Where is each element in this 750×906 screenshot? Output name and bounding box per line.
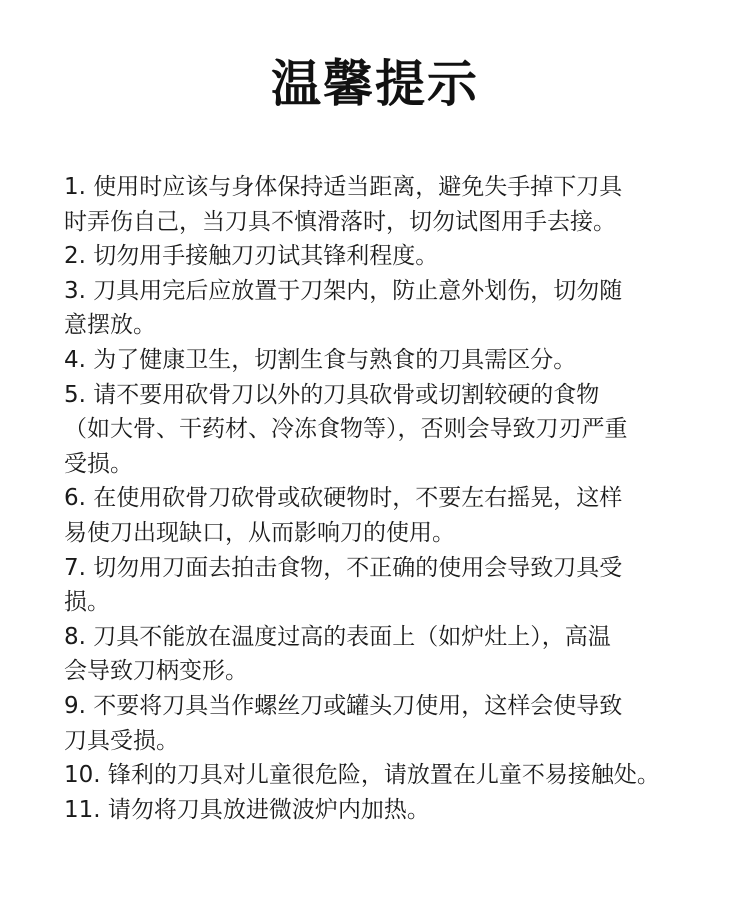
tip-line: 损。 [64, 589, 110, 616]
tip-line: 10. 锋利的刀具对儿童很危险，请放置在儿童不易接触处。 [64, 762, 660, 789]
tip-item-10 [64, 758, 744, 793]
tip-item-9 [64, 689, 744, 758]
tip-item-1 [64, 170, 744, 239]
tip-item-7 [64, 551, 744, 620]
tip-item-5 [64, 378, 744, 482]
page-title: 温馨提示 [271, 55, 479, 113]
tip-line: 4. 为了健康卫生，切割生食与熟食的刀具需区分。 [64, 346, 577, 373]
tip-item-8 [64, 620, 744, 689]
tip-line: 9. 不要将刀具当作螺丝刀或罐头刀使用，这样会使导致 [64, 692, 623, 719]
tip-line: 受损。 [64, 450, 133, 477]
tip-line: 意摆放。 [64, 312, 156, 339]
tip-line: 11. 请勿将刀具放进微波炉内加热。 [64, 796, 430, 823]
tip-line: 时弄伤自己，当刀具不慎滑落时，切勿试图用手去接。 [64, 208, 616, 235]
tip-line: 5. 请不要用砍骨刀以外的刀具砍骨或切割较硬的食物 [64, 381, 600, 408]
tip-line: 7. 切勿用刀面去拍击食物，不正确的使用会导致刀具受 [64, 554, 623, 581]
tip-item-4 [64, 343, 744, 378]
tip-line: 2. 切勿用手接触刀刃试其锋利程度。 [64, 243, 439, 270]
tips-list [64, 170, 744, 827]
tip-item-2 [64, 239, 744, 274]
tip-line: 刀具受损。 [64, 727, 179, 754]
tip-line: 8. 刀具不能放在温度过高的表面上（如炉灶上），高温 [64, 623, 611, 650]
tip-line: （如大骨、干药材、冷冻食物等），否则会导致刀刃严重 [64, 416, 628, 443]
tip-line: 会导致刀柄变形。 [64, 658, 248, 685]
tip-item-11 [64, 793, 744, 828]
tip-line: 易使刀出现缺口，从而影响刀的使用。 [64, 519, 455, 546]
tip-item-6 [64, 481, 744, 550]
tip-line: 1. 使用时应该与身体保持适当距离，避免失手掉下刀具 [64, 174, 623, 200]
tip-item-3 [64, 274, 744, 343]
tip-line: 3. 刀具用完后应放置于刀架内，防止意外划伤，切勿随 [64, 277, 623, 304]
tip-line: 6. 在使用砍骨刀砍骨或砍硬物时，不要左右摇晃，这样 [64, 485, 623, 512]
